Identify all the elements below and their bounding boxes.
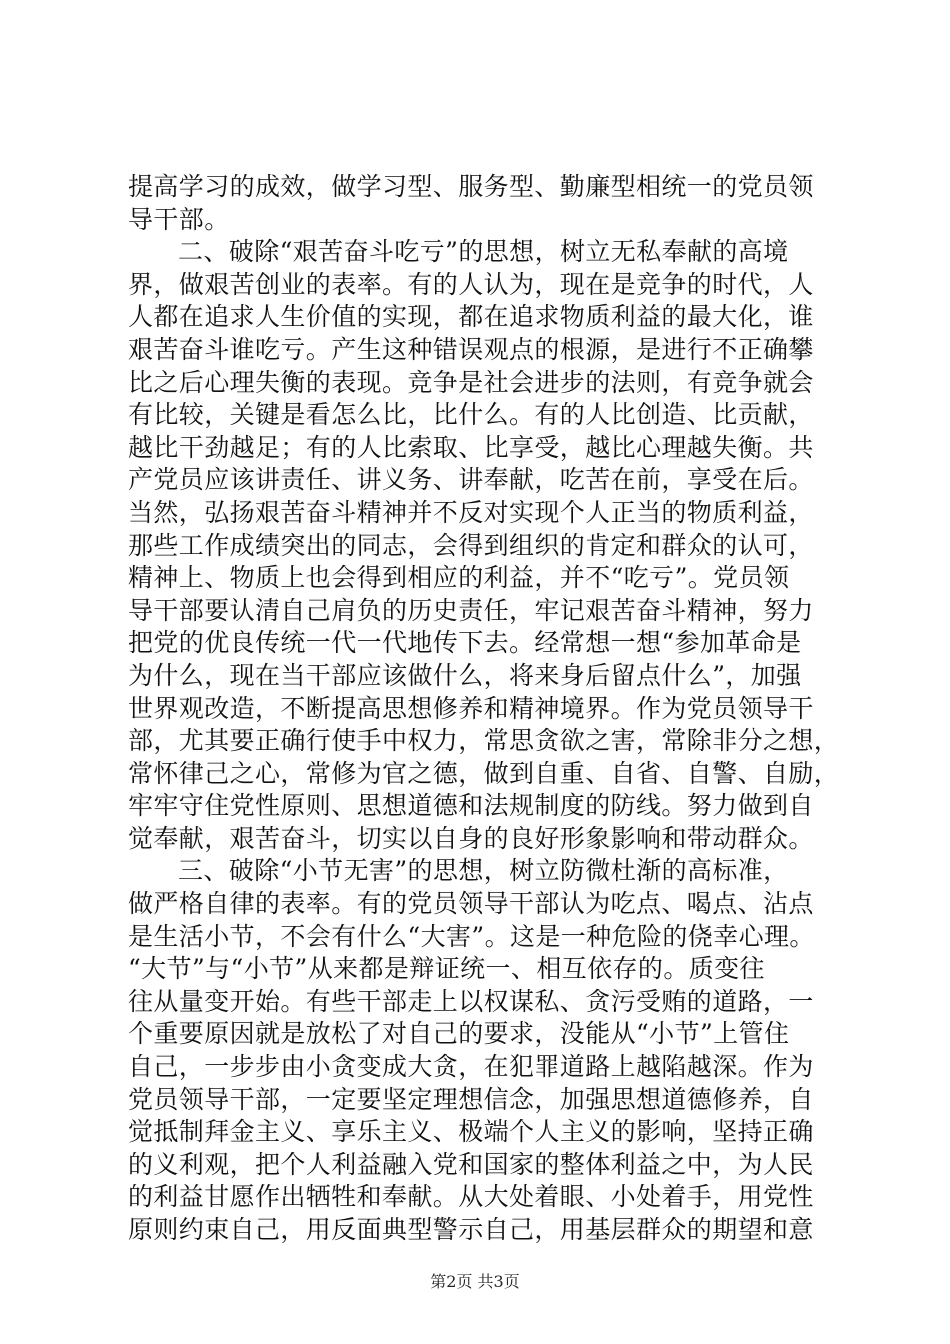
- text-line: 觉奉献，艰苦奋斗，切实以自身的良好形象影响和带动群众。: [128, 823, 814, 853]
- text-line: 做严格自律的表率。有的党员领导干部认为吃点、喝点、沾点: [128, 889, 814, 919]
- text-line: 产党员应该讲责任、讲义务、讲奉献，吃苦在前，享受在后。: [128, 465, 814, 495]
- text-line: 提高学习的成效，做学习型、服务型、勤廉型相统一的党员领: [128, 172, 814, 201]
- text-line: 的利益甘愿作出牺牲和奉献。从大处着眼、小处着手，用党性: [128, 1182, 814, 1212]
- text-line: 界，做艰苦创业的表率。有的人认为，现在是竞争的时代，人: [128, 269, 814, 299]
- text-line: 党员领导干部，一定要坚定理想信念，加强思想道德修养，自: [128, 1084, 814, 1114]
- body-text: [128, 171, 840, 1247]
- text-line: 的义利观，把个人利益融入党和国家的整体利益之中，为人民: [128, 1149, 814, 1179]
- text-line: 原则约束自己，用反面典型警示自己，用基层群众的期望和意: [128, 1215, 814, 1244]
- text-line: 把党的优良传统一代一代地传下去。经常想一想“参加革命是: [128, 628, 802, 658]
- text-line: 越比干劲越足；有的人比索取、比享受，越比心理越失衡。共: [128, 432, 814, 462]
- paragraph-start-line: 三、破除“小节无害”的思想，树立防微杜渐的高标准，: [178, 856, 789, 886]
- text-line: “大节”与“小节”从来都是辩证统一、相互依存的。质变往: [128, 954, 765, 984]
- text-line: 人都在追求人生价值的实现，都在追求物质利益的最大化，谁: [128, 302, 814, 332]
- text-line: 觉抵制拜金主义、享乐主义、极端个人主义的影响，坚持正确: [128, 1117, 814, 1147]
- text-line: 个重要原因就是放松了对自己的要求，没能从“小节”上管住: [128, 1019, 790, 1049]
- text-line: 当然，弘扬艰苦奋斗精神并不反对实现个人正当的物质利益，: [128, 497, 814, 527]
- text-line: 精神上、物质上也会得到相应的利益，并不“吃亏”。党员领: [128, 563, 790, 593]
- page-number-footer: 第2页 共3页: [430, 1272, 520, 1291]
- text-line: 常怀律己之心，常修为官之德，做到自重、自省、自警、自励，: [128, 758, 840, 788]
- text-line: 为什么，现在当干部应该做什么，将来身后留点什么”，加强: [128, 660, 802, 690]
- text-line: 世界观改造，不断提高思想修养和精神境界。作为党员领导干: [128, 693, 814, 723]
- text-line: 有比较，关键是看怎么比，比什么。有的人比创造、比贡献，: [128, 400, 814, 430]
- text-line: 部，尤其要正确行使手中权力，常思贪欲之害，常除非分之想，: [128, 726, 840, 756]
- text-line: 往从量变开始。有些干部走上以权谋私、贪污受贿的道路，一: [128, 986, 814, 1016]
- text-line: 那些工作成绩突出的同志，会得到组织的肯定和群众的认可，: [128, 530, 814, 560]
- text-line: 牢牢守住党性原则、思想道德和法规制度的防线。努力做到自: [128, 791, 814, 821]
- text-line: 导干部。: [128, 204, 230, 234]
- text-line: 艰苦奋斗谁吃亏。产生这种错误观点的根源，是进行不正确攀: [128, 334, 814, 364]
- text-line: 比之后心理失衡的表现。竞争是社会进步的法则，有竞争就会: [128, 367, 814, 397]
- text-line: 是生活小节，不会有什么“大害”。这是一种危险的侥幸心理。: [128, 921, 815, 951]
- text-line: 导干部要认清自己肩负的历史责任，牢记艰苦奋斗精神，努力: [128, 595, 814, 625]
- paragraph-start-line: 二、破除“艰苦奋斗吃亏”的思想，树立无私奉献的高境: [178, 237, 789, 267]
- text-line: 自己，一步步由小贪变成大贪，在犯罪道路上越陷越深。作为: [128, 1052, 814, 1082]
